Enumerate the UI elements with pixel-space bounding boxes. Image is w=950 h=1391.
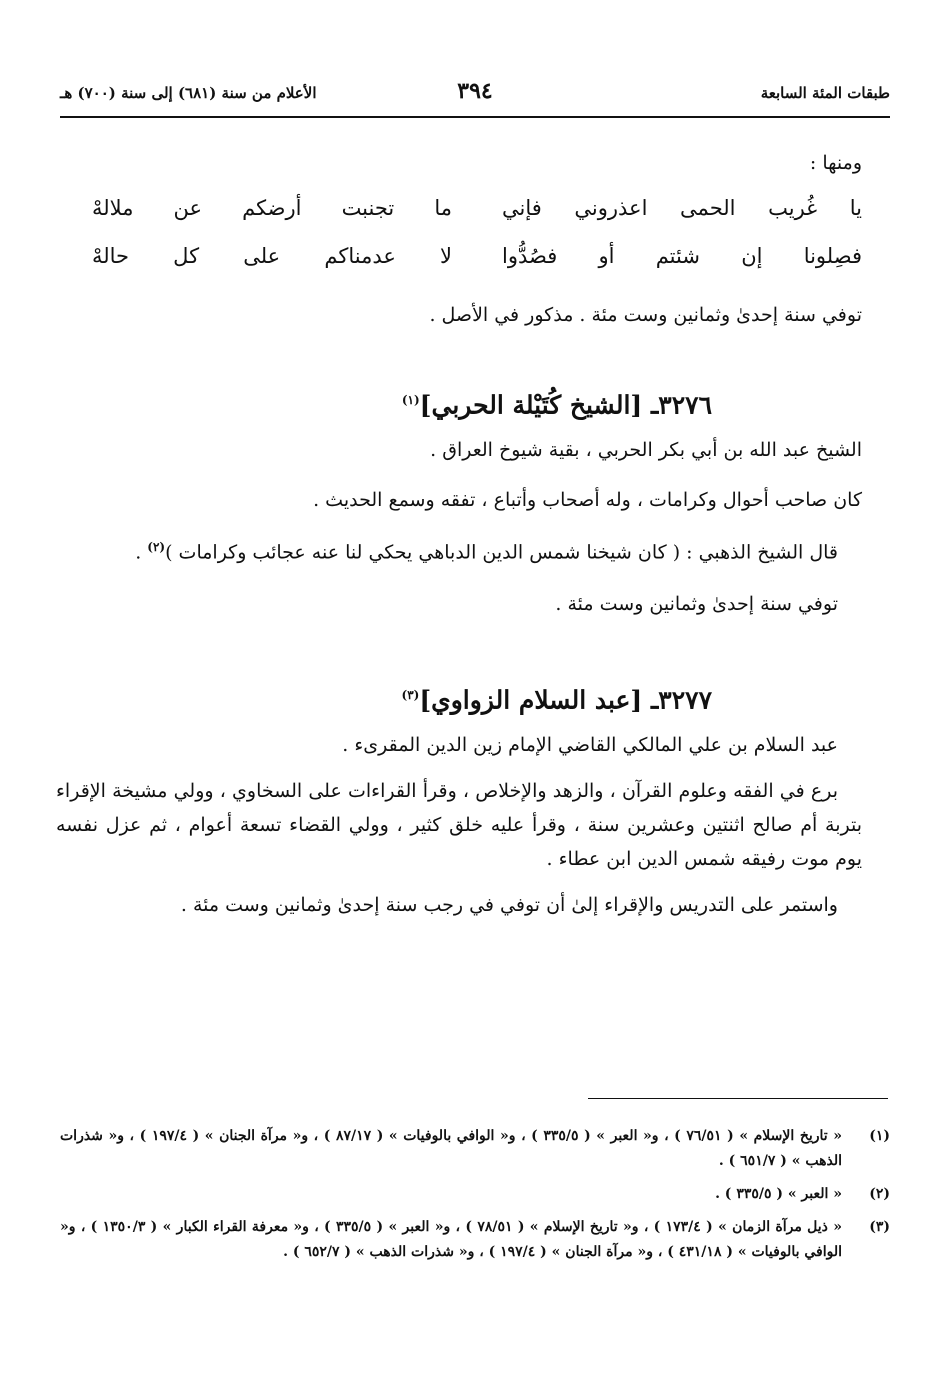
entry-3276-title — [62, 378, 862, 427]
death-note: توفي سنة إحدىٰ وثمانين وست مئة . مذكور في الأصل . — [429, 304, 862, 326]
footnote-separator — [588, 1098, 888, 1099]
header-section-title: طبقات المئة السابعة — [760, 84, 890, 102]
entry-3277-death: واستمر على التدريس والإقراء إلىٰ أن توفي في رجب سنة إحدىٰ وثمانين وست مئة . — [180, 893, 838, 916]
verse-2-hemistich-1: فصِلونا إن شئتم أو فصُدُّوا — [502, 244, 862, 268]
entry-3277-title — [62, 673, 862, 722]
intro-line: ومنها : — [809, 152, 862, 174]
footnote-1 — [60, 1124, 890, 1174]
footnote-3-text: « ذيل مرآة الزمان » ( ١٧٣/٤ ) ، و« تاريخ الإسلام » ( ٧٨/٥١ ) ، و« العبر » ( ٣٣٥/٥ ) ، و« معرفة القراء الكبار » ( ١٣٥٠/٣ ) ، و« الوافي بالوفيات » ( ٤٣١/١٨ ) ، و« مرآة الجنان » ( ١٩٧/٤ ) ، و« شذرات الذهب » ( ٦٥٢/٧ ) . — [60, 1219, 842, 1260]
header-range-title: الأعلام من سنة (٦٨١) إلى سنة (٧٠٠) هـ — [60, 84, 317, 102]
entry-3276-footnote-ref: (١) — [401, 393, 420, 407]
entry-3276-quote-text: قال الشيخ الذهبي : ( كان شيخنا شمس الدين الدباهي يحكي لنا عنه عجائب وكرامات ) — [165, 541, 838, 564]
entry-3277-biography: برع في الفقه وعلوم القرآن ، والزهد والإخلاص ، وقرأ القراءات على السخاوي ، وولي مشيخة الإقراء بتربة أم صالح اثنتين وعشرين سنة ، وقرأ عليه خلق كثير ، وولي القضاء تسعة أعوام ، ثم عزل نفسه يوم موت رفيقه شمس الدين ابن عطاء . — [56, 779, 862, 870]
footnote-3 — [60, 1215, 890, 1265]
footnote-2-text: « العبر » ( ٣٣٥/٥ ) . — [715, 1186, 842, 1202]
entry-3277-name: عبد السلام بن علي المالكي القاضي الإمام زين الدين المقرىء . — [342, 733, 838, 756]
entry-3276-quote — [58, 531, 862, 568]
entry-3276-death: توفي سنة إحدىٰ وثمانين وست مئة . — [555, 592, 838, 615]
entry-3277-footnote-ref: (٣) — [401, 687, 420, 702]
page-number: ٣٩٤ — [457, 78, 493, 104]
main-text — [56, 148, 862, 922]
footnote-2-number: (٢) — [869, 1186, 890, 1202]
verse-line-1 — [62, 188, 862, 236]
footnote-3-number: (٣) — [869, 1219, 890, 1235]
verse-1-hemistich-1: يا غُريب الحمى اعذروني فإني — [502, 196, 862, 220]
verse-1-hemistich-2: ما تجنبت أرضكم عن ملالهْ — [92, 196, 452, 220]
entry-3276-quote-footnote-ref: (٢) — [147, 540, 166, 555]
entry-3276-description: كان صاحب أحوال وكرامات ، وله أصحاب وأتباع ، تفقه وسمع الحديث . — [313, 489, 862, 512]
verse-line-2 — [62, 236, 862, 284]
running-header — [60, 78, 890, 118]
footnote-1-number: (١) — [869, 1128, 890, 1144]
entry-3276-name: الشيخ عبد الله بن أبي بكر الحربي ، بقية شيوخ العراق . — [430, 439, 862, 462]
footnote-2 — [60, 1182, 890, 1207]
entry-3276-quote-end: . — [135, 541, 148, 564]
verse-2-hemistich-2: لا عدمناكم على كل حالهْ — [92, 244, 452, 268]
footnote-1-text: « تاريخ الإسلام » ( ٧٦/٥١ ) ، و« العبر » ( ٣٣٥/٥ ) ، و« الوافي بالوفيات » ( ٨٧/١٧ ) ، و« مرآة الجنان » ( ١٩٧/٤ ) ، و« شذرات الذهب » ( ٦٥١/٧ ) . — [60, 1128, 842, 1169]
entry-3276-title-text: ٣٢٧٦ـ [الشيخ كُتَيْلة الحربي] — [419, 390, 712, 420]
footnotes — [60, 1124, 890, 1273]
entry-3277-title-text: ٣٢٧٧ـ [عبد السلام الزواوي] — [419, 684, 712, 714]
